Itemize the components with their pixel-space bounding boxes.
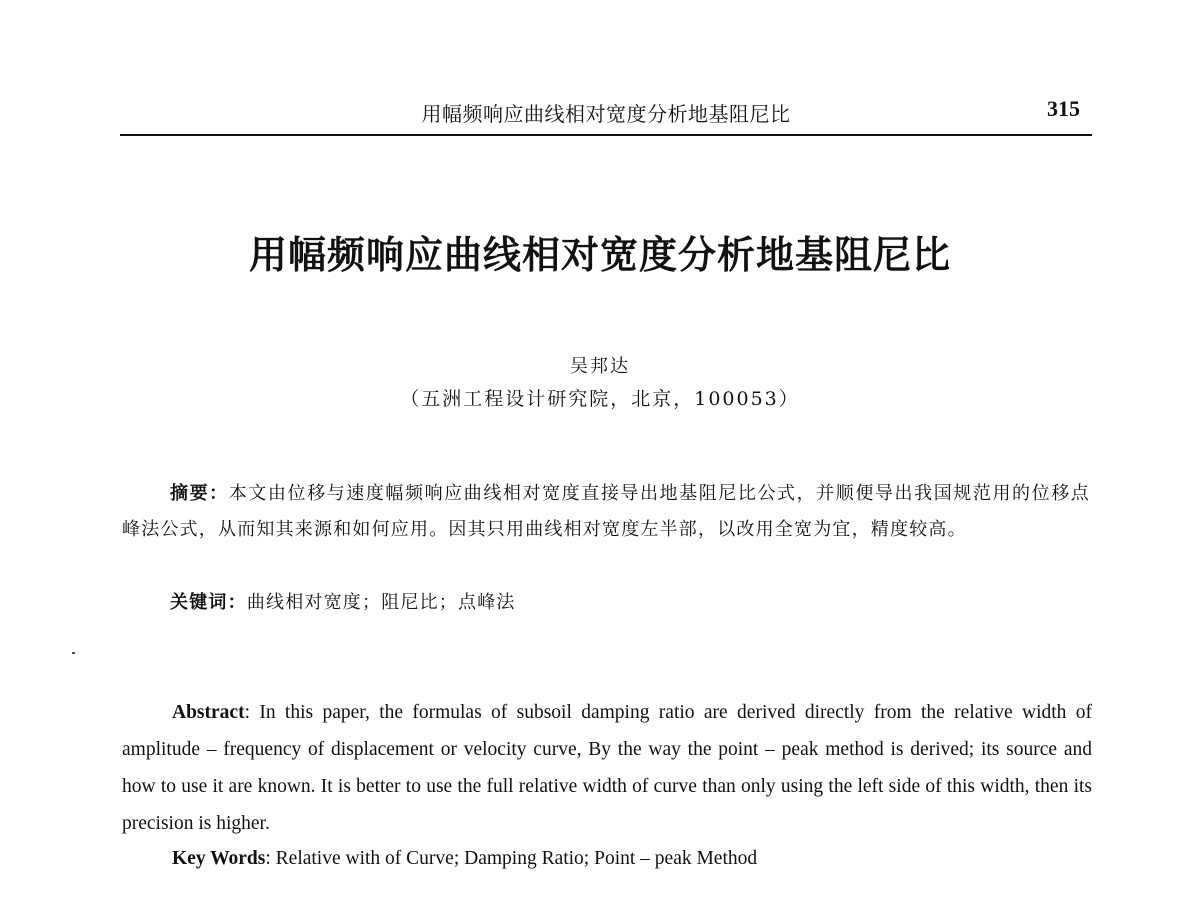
author: 吴邦达 [570,356,630,377]
running-title: 用幅频响应曲线相对宽度分析地基阻尼比 [421,102,791,126]
en-abstract-separator: : [244,702,260,723]
en-keywords-text: Relative with of Curve; Damping Ratio; Point – peak Method [275,848,758,869]
cn-abstract [122,476,1090,548]
running-header [120,96,1092,130]
cn-abstract-label: 摘要： [170,483,229,504]
cn-abstract-text: 本文由位移与速度幅频响应曲线相对宽度直接导出地基阻尼比公式，并顺便导出我国规范用的位移点峰法公式，从而知其来源和如何应用。因其只用曲线相对宽度左半部，以改用全宽为宜，精度较高。 [122,483,1090,540]
cn-keywords-label: 关键词： [170,592,247,613]
en-keywords [172,840,1092,877]
cn-keywords-text: 曲线相对宽度；阻尼比；点峰法 [246,592,516,613]
paper-title: 用幅频响应曲线相对宽度分析地基阻尼比 [248,232,951,277]
en-keywords-separator: : [265,848,276,869]
cn-keywords [170,588,1090,618]
header-rule [120,134,1092,136]
affiliation: （五洲工程设计研究院，北京，100053） [400,388,800,410]
en-abstract-label: Abstract [172,702,245,723]
page-number: 315 [1047,96,1080,121]
en-keywords-label: Key Words [172,848,266,869]
scan-speck [72,652,75,654]
en-abstract-text: In this paper, the formulas of subsoil damping ratio are derived directly from the relative width of amplitude – frequency of displacement or velocity curve, By the way the point – peak method is derived; its source and how to use it are known. It is better to use the full relative width of curve than only using the left side of this width, then its precision is higher. [122,702,1092,834]
en-abstract [122,694,1092,842]
